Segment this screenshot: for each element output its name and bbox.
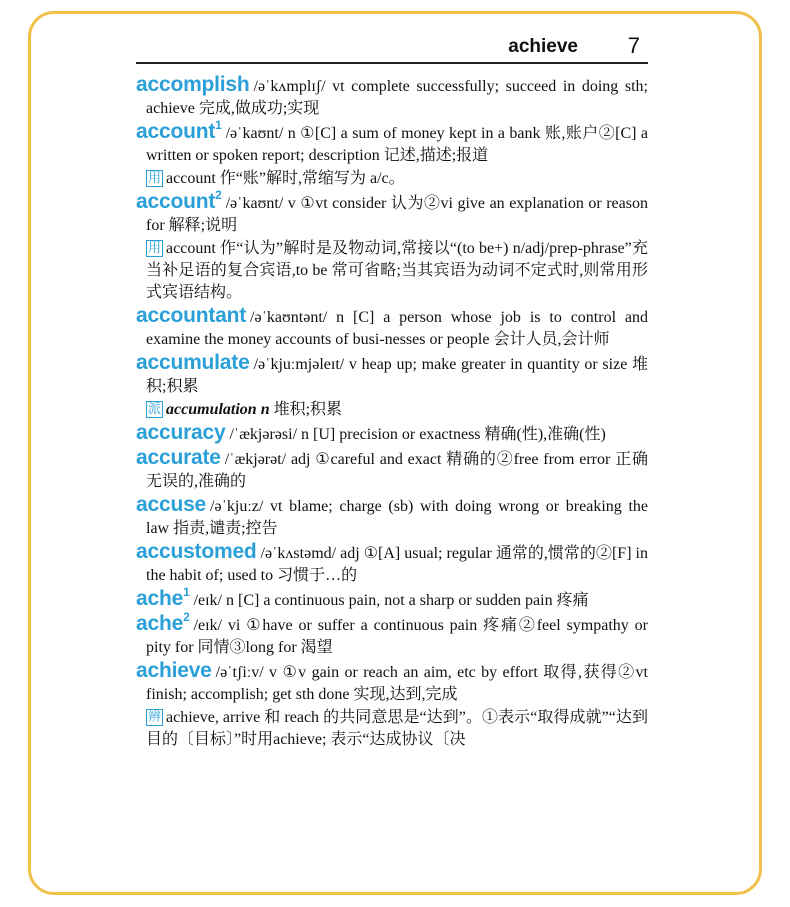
definition: vt blame; charge (sb) with doing wrong or breaking the law 指责,谴责;控告 bbox=[146, 498, 648, 537]
headword: accuracy bbox=[136, 421, 226, 444]
pronunciation: /ˈækjərəsi/ bbox=[229, 426, 298, 443]
headword: achieve bbox=[136, 659, 212, 682]
definition: n [C] a continuous pain, not a sharp or sudden pain 疼痛 bbox=[222, 592, 589, 609]
definition: n ①[C] a sum of money kept in a bank 账,账户②[C] a written or spoken report; description 记述,描述;报道 bbox=[146, 125, 648, 164]
dictionary-entries bbox=[136, 74, 648, 752]
guide-word: achieve bbox=[508, 36, 578, 57]
pronunciation: /əˈkʌstəmd/ bbox=[260, 545, 337, 562]
homograph-number: 2 bbox=[183, 610, 190, 624]
pronunciation: /eɪk/ bbox=[193, 617, 222, 634]
definition: vt complete successfully; succeed in doing sth; achieve 完成,做成功;实现 bbox=[146, 78, 648, 117]
note-text: account 作“认为”解时是及物动词,常接以“(to be+) n/adj/prep-phrase”充当补足语的复合宾语,to be 常可省略;当其宾语为动词不定式时,则常用形式宾语结构。 bbox=[146, 240, 648, 301]
pronunciation: /əˈkʌmplɪʃ/ bbox=[253, 78, 326, 95]
pronunciation: /ˈækjərət/ bbox=[224, 451, 287, 468]
entry-ache-2 bbox=[136, 610, 648, 659]
headword: accuse bbox=[136, 493, 207, 516]
definition: n [C] a person whose job is to control and examine the money accounts of busi-nesses or people 会计人员,会计师 bbox=[146, 309, 648, 348]
pronunciation: /əˈkaʊnt/ bbox=[225, 125, 284, 142]
headword: accumulate bbox=[136, 351, 250, 374]
note-text: achieve, arrive 和 reach 的共同意思是“达到”。①表示“取得成就”“达到目的〔目标〕”时用achieve; 表示“达成协议〔决 bbox=[146, 709, 648, 748]
headword: accomplish bbox=[136, 73, 250, 96]
note-text: 堆积;积累 bbox=[269, 401, 343, 418]
entry-accountant bbox=[136, 305, 648, 351]
homograph-number: 2 bbox=[215, 188, 222, 202]
pronunciation: /əˈkjuːz/ bbox=[210, 498, 264, 515]
entry-accurate bbox=[136, 447, 648, 493]
definition: adj ①[A] usual; regular 通常的,惯常的②[F] in the habit of; used to 习惯于…的 bbox=[146, 545, 648, 584]
usage-note bbox=[146, 238, 648, 304]
definition: v heap up; make greater in quantity or size 堆积;积累 bbox=[146, 356, 648, 395]
derivative-tag: 派 bbox=[148, 402, 162, 417]
headword: ache$^1$ bbox=[136, 585, 190, 610]
entry-accuracy bbox=[136, 422, 648, 446]
definition: vi ①have or suffer a continuous pain 疼痛②feel sympathy or pity for 同情③long for 渴望 bbox=[146, 617, 648, 656]
entry-account-1 bbox=[136, 118, 648, 167]
headword: accountant bbox=[136, 304, 247, 327]
entry-achieve bbox=[136, 660, 648, 706]
pronunciation: /əˈkjuːmjəleɪt/ bbox=[253, 356, 345, 373]
pronunciation: /əˈkaʊntənt/ bbox=[250, 309, 328, 326]
pronunciation: /əˈkaʊnt/ bbox=[225, 195, 284, 212]
homograph-number: 1 bbox=[183, 585, 190, 599]
note-text: account 作“账”解时,常缩写为 a/c。 bbox=[166, 170, 405, 187]
derivative-note bbox=[146, 399, 648, 421]
pronunciation: /eɪk/ bbox=[193, 592, 222, 609]
headword: ache$^2$ bbox=[136, 610, 190, 635]
entry-accomplish bbox=[136, 74, 648, 120]
distinction-note bbox=[146, 707, 648, 751]
definition: v ①v gain or reach an aim, etc by effort 取得,获得②vt finish; accomplish; get sth done 实现,达到,完成 bbox=[146, 664, 648, 703]
entry-account-2 bbox=[136, 188, 648, 237]
headword: accurate bbox=[136, 446, 221, 469]
headword: account$^1$ bbox=[136, 118, 222, 143]
headword: accustomed bbox=[136, 540, 257, 563]
homograph-number: 1 bbox=[215, 118, 222, 132]
headword: account$^2$ bbox=[136, 188, 222, 213]
page-number: 7 bbox=[627, 33, 640, 58]
definition: adj ①careful and exact 精确的②free from error 正确无误的,准确的 bbox=[146, 451, 648, 490]
derivative-word: accumulation n bbox=[166, 401, 270, 418]
usage-tag: 用 bbox=[148, 241, 162, 256]
entry-ache-1 bbox=[136, 585, 648, 612]
usage-tag: 用 bbox=[148, 171, 162, 186]
definition: n [U] precision or exactness 精确(性),准确(性) bbox=[297, 426, 606, 443]
definition: v ①vt consider 认为②vi give an explanation or reason for 解释;说明 bbox=[146, 195, 648, 234]
entry-accustomed bbox=[136, 541, 648, 587]
pronunciation: /əˈtʃiːv/ bbox=[215, 664, 264, 681]
distinction-tag: 辨 bbox=[148, 710, 162, 725]
entry-accuse bbox=[136, 494, 648, 540]
running-header bbox=[136, 30, 648, 64]
entry-accumulate bbox=[136, 352, 648, 398]
usage-note bbox=[146, 168, 648, 190]
